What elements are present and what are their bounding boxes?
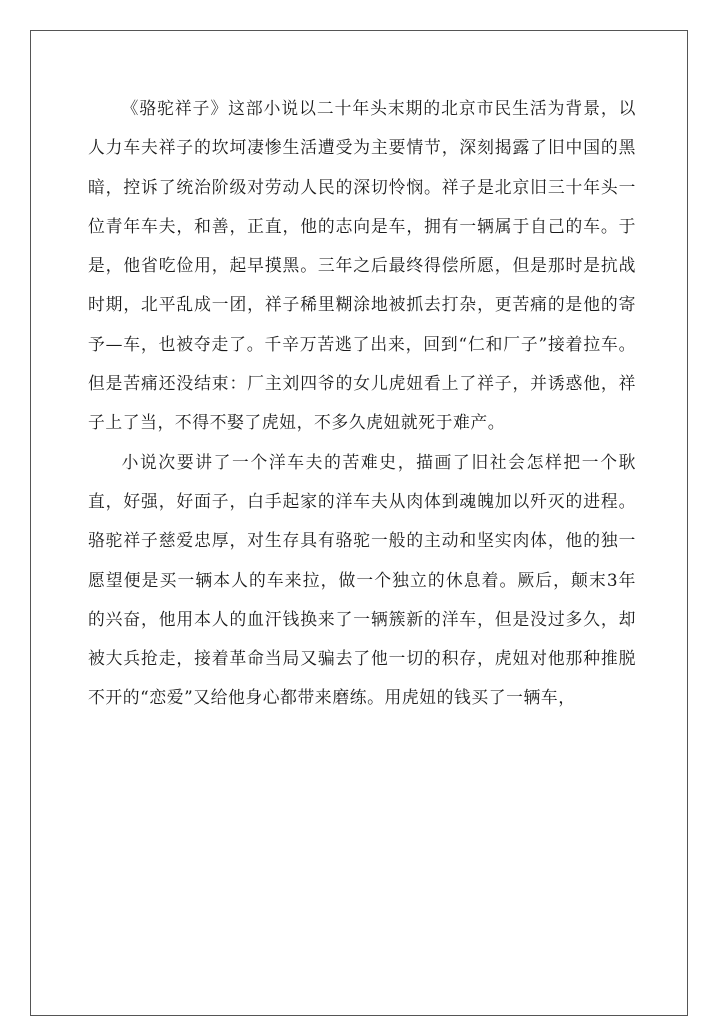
document-body [88,89,636,718]
paragraph-2: 小说次要讲了一个洋车夫的苦难史，描画了旧社会怎样把一个耿直，好强，好面子，白手起家的洋车夫从肉体到魂魄加以歼灭的进程。骆驼祥子慈爱忠厚，对生存具有骆驼一般的主动和坚实肉体，他的独一愿望便是买一辆本人的车来拉，做一个独立的休息着。厥后，颠末3年的兴奋，他用本人的血汗钱换来了一辆簇新的洋车，但是没过多久，却被大兵抢走，接着革命当局又骗去了他一切的积存，虎妞对他那种推脱不开的“恋爱”又给他身心都带来磨练。用虎妞的钱买了一辆车， [88,451,636,708]
paragraph-1: 《骆驼祥子》这部小说以二十年头末期的北京市民生活为背景，以人力车夫祥子的坎坷凄惨生活遭受为主要情节，深刻揭露了旧中国的黑暗，控诉了统治阶级对劳动人民的深切怜悯。祥子是北京旧三十年头一位青年车夫，和善，正直，他的志向是车，拥有一辆属于自己的车。于是，他省吃俭用，起早摸黑。三年之后最终得偿所愿，但是那时是抗战时期，北平乱成一团，祥子稀里糊涂地被抓去打杂，更苦痛的是他的寄予—车，也被夺走了。千辛万苦逃了出来，回到“仁和厂子”接着拉车。但是苦痛还没结束：厂主刘四爷的女儿虎妞看上了祥子，并诱惑他，祥子上了当，不得不娶了虎妞，不多久虎妞就死于难产。 [88,98,636,433]
